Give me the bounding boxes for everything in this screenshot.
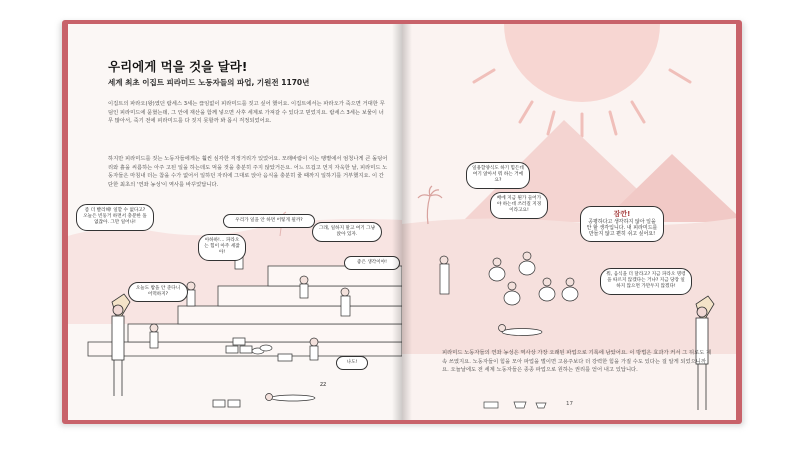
speech-bubble-overseer-question: 일용할양식도 하기 힘든데 여기 앉아서 뭐 하는 거예요? — [466, 162, 530, 189]
svg-text:zz: zz — [320, 381, 327, 388]
speech-bubble-hungry-worker: 배에 지금 뭔가 들어가야 하는데 쓰러질 지경이라고요! — [490, 192, 548, 219]
paragraph-2: 하지만 피라미드를 짓는 노동자들에게는 훨씬 심각한 걱정거리가 있었어요. 모래바람이 이는 땡볕에서 엄청나게 큰 돌덩어리와 흙을 씨름하는 아주 고된 일을 하는데도 먹을 것을 충분히 주지 않았거든요. 어느 뜨겁고 먼지 자욱한 날, 피라미드 노동자들은 마침내 더는 참을 수가 없어서 일하던 자리에 그대로 앉아 음식을 충분히 줄 때까지 일하기를 거부했지요. 이 간단한 최초의 '연좌 농성'이 역사를 바꾸었답니다. — [108, 156, 388, 188]
paragraph-1: 이집트의 파라오(왕)였던 람세스 3세는 끊임없이 피라미드를 짓고 싶어 했어요. 이집트에서는 파라오가 죽으면 거대한 무덤인 피라미드에 묻혔는데, 그 안에 재산을 함께 넣으면 사후 세계로 가져갈 수 있다고 믿었지요. 람세스 3세는 보물이 너무 많아서, 죽기 전에 피라미드를 다 짓지 못할까 봐 몹시 걱정되었어요. — [108, 101, 385, 125]
speech-bubble-good-idea: 좋은 생각이야! — [344, 256, 400, 270]
right-page — [402, 24, 736, 420]
book-gutter — [392, 24, 412, 420]
speech-bubble-supervisor: 좀 더 빨리해! 일할 수 없다고? 오늘은 빈둥거 하면서 충분한 돌 없잖아. 그만 일어나! — [76, 204, 154, 231]
speech-bubble-sit-down: 그래, 일하지 말고 여기 그냥 앉아 있자. — [312, 222, 382, 242]
speech-bubble-me-too: 나도! — [336, 356, 368, 370]
paragraph-3: 피라미드 노동자들의 연좌 농성은 역사상 가장 오래된 파업으로 기록에 남았어요. 이 방법은 효과가 커서 그 뒤로도 계속 쓰였지요. 노동자들이 힘을 모아 파업을 벌이면 고용주보다 더 강력한 힘을 가질 수도 있다는 걸 알게 되었으니까요. 오늘날에도 전 세계 노동자들은 종종 파업으로 원하는 권리를 얻어 내고 있답니다. — [442, 350, 712, 374]
left-page — [68, 24, 402, 420]
speech-bubble-pharaoh-threat: 뭐, 음식을 더 달라고? 지금 파라오 명령을 따르지 않겠다는 거냐? 지금 당장 일하지 않으면 가만두지 않겠다! — [600, 268, 692, 295]
page-subtitle: 세계 최초 이집트 피라미드 노동자들의 파업, 기원전 1170년 — [108, 78, 310, 87]
speech-bubble-no-food: 오늘도 밥을 안 준다니 어떡하지? — [128, 282, 188, 302]
speech-bubble-wait-text: 공평하다고 생각하지 않아 일을 안 할 생각입니다. 내 피라미드를 만들지 않고 편히 쉬고 싶어요! — [586, 219, 658, 238]
page-number: 17 — [566, 401, 573, 407]
speech-bubble-worker-question: 우리가 일을 안 하면 어떻게 될까? — [223, 214, 315, 228]
speech-bubble-worker-laugh: 아하하!… 파라오는 힘이 아주 세잖아! — [198, 234, 246, 261]
page-title: 우리에게 먹을 것을 달라! — [108, 59, 248, 74]
speech-bubble-wait-heading: 잠깐! — [613, 210, 631, 218]
speech-bubble-wait — [580, 206, 664, 242]
